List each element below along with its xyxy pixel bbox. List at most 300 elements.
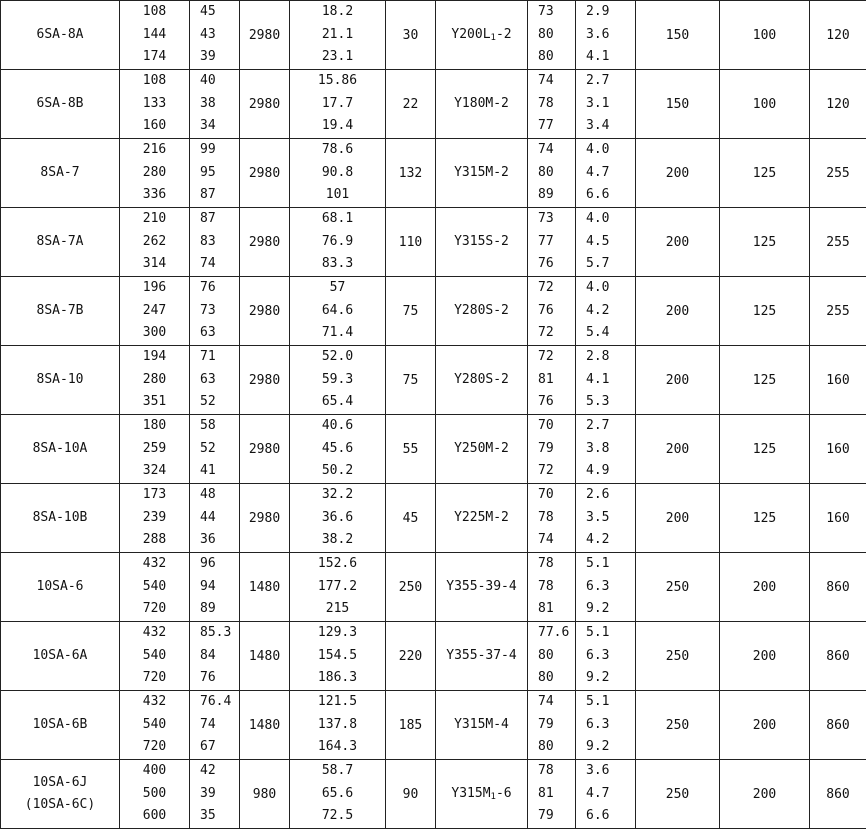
- flow-value: 432: [142, 694, 167, 710]
- flow-cell: [120, 691, 190, 760]
- inlet-diameter-cell: 200: [636, 346, 720, 415]
- npsh-value: 5.3: [586, 394, 610, 410]
- npsh-value: 9.2: [586, 739, 610, 755]
- efficiency-value: 80: [538, 164, 554, 180]
- shaft-power-value: 129.3: [317, 625, 358, 641]
- motor-model-suffix: -6: [495, 786, 512, 801]
- model-cell: [1, 346, 120, 415]
- flow-cell: [120, 70, 190, 139]
- npsh-cell: [576, 208, 636, 277]
- weight-cell: 255: [810, 208, 866, 277]
- npsh-cell: [576, 553, 636, 622]
- npsh-value: 2.7: [586, 418, 610, 434]
- shaft-power-value: 177.2: [317, 578, 358, 594]
- efficiency-value: 89: [538, 187, 554, 203]
- head-cell: [190, 208, 240, 277]
- head-value: 87: [200, 187, 216, 203]
- motor-power-cell: 30: [386, 1, 436, 70]
- npsh-cell: [576, 70, 636, 139]
- speed-cell: 2980: [240, 139, 290, 208]
- inlet-diameter-cell: 200: [636, 208, 720, 277]
- outlet-diameter-cell: 100: [720, 70, 810, 139]
- shaft-power-value: 78.6: [321, 142, 354, 158]
- inlet-diameter-cell: 250: [636, 553, 720, 622]
- outlet-diameter-cell: 125: [720, 484, 810, 553]
- speed-cell: 2980: [240, 415, 290, 484]
- shaft-power-cell: [290, 622, 386, 691]
- npsh-value: 4.9: [586, 463, 610, 479]
- npsh-value: 6.6: [586, 808, 610, 824]
- efficiency-value: 79: [538, 808, 554, 824]
- model-cell: [1, 1, 120, 70]
- speed-cell: 2980: [240, 208, 290, 277]
- efficiency-value: 72: [538, 325, 554, 341]
- table-row: [1, 346, 866, 415]
- efficiency-value: 78: [538, 556, 554, 572]
- shaft-power-value: 186.3: [317, 670, 358, 686]
- efficiency-cell: [528, 139, 576, 208]
- head-value: 40: [200, 73, 216, 89]
- motor-model-cell: [436, 70, 528, 139]
- flow-value: 720: [142, 670, 167, 686]
- shaft-power-cell: [290, 346, 386, 415]
- efficiency-value: 80: [538, 49, 554, 65]
- efficiency-cell: [528, 484, 576, 553]
- motor-model-cell: [436, 691, 528, 760]
- flow-value: 160: [142, 118, 167, 134]
- weight-cell: 120: [810, 1, 866, 70]
- shaft-power-value: 18.2: [321, 4, 354, 20]
- shaft-power-value: 21.1: [321, 26, 354, 42]
- flow-value: 180: [142, 418, 167, 434]
- weight-cell: 860: [810, 553, 866, 622]
- flow-cell: [120, 346, 190, 415]
- head-value: 83: [200, 233, 216, 249]
- motor-model-text: Y355-37-4: [446, 648, 517, 663]
- efficiency-cell: [528, 691, 576, 760]
- model-text: 8SA-10: [36, 372, 84, 387]
- motor-model-subscript: 1: [490, 33, 496, 43]
- npsh-cell: [576, 691, 636, 760]
- model-cell: [1, 277, 120, 346]
- inlet-diameter-cell: 250: [636, 691, 720, 760]
- efficiency-value: 72: [538, 349, 554, 365]
- shaft-power-value: 17.7: [321, 95, 354, 111]
- flow-value: 196: [142, 280, 167, 296]
- table-row: [1, 691, 866, 760]
- shaft-power-cell: [290, 484, 386, 553]
- flow-value: 194: [142, 349, 167, 365]
- efficiency-value: 81: [538, 785, 554, 801]
- motor-model-text: Y315M: [451, 786, 491, 801]
- npsh-value: 3.6: [586, 26, 610, 42]
- efficiency-cell: [528, 760, 576, 829]
- npsh-cell: [576, 484, 636, 553]
- table-row: [1, 760, 866, 829]
- shaft-power-value: 68.1: [321, 211, 354, 227]
- flow-value: 324: [142, 463, 167, 479]
- shaft-power-value: 71.4: [321, 325, 354, 341]
- efficiency-value: 70: [538, 418, 554, 434]
- efficiency-value: 73: [538, 211, 554, 227]
- weight-cell: 160: [810, 484, 866, 553]
- shaft-power-value: 45.6: [321, 440, 354, 456]
- efficiency-value: 70: [538, 487, 554, 503]
- motor-power-cell: 55: [386, 415, 436, 484]
- shaft-power-cell: [290, 139, 386, 208]
- head-cell: [190, 484, 240, 553]
- model-text: 8SA-7B: [36, 303, 84, 318]
- flow-cell: [120, 622, 190, 691]
- efficiency-cell: [528, 208, 576, 277]
- head-value: 63: [200, 371, 216, 387]
- motor-model-text: Y280S-2: [454, 303, 509, 318]
- weight-cell: 255: [810, 139, 866, 208]
- table-row: [1, 415, 866, 484]
- speed-cell: 1480: [240, 691, 290, 760]
- speed-cell: 980: [240, 760, 290, 829]
- flow-value: 133: [142, 95, 167, 111]
- motor-model-cell: [436, 208, 528, 277]
- shaft-power-value: 15.86: [317, 73, 358, 89]
- inlet-diameter-cell: 200: [636, 139, 720, 208]
- efficiency-value: 81: [538, 371, 554, 387]
- flow-value: 351: [142, 394, 167, 410]
- npsh-value: 2.9: [586, 4, 610, 20]
- flow-value: 314: [142, 256, 167, 272]
- outlet-diameter-cell: 200: [720, 691, 810, 760]
- flow-value: 400: [142, 763, 167, 779]
- head-cell: [190, 622, 240, 691]
- head-value: 42: [200, 763, 216, 779]
- head-value: 71: [200, 349, 216, 365]
- speed-cell: 1480: [240, 622, 290, 691]
- model-cell: [1, 70, 120, 139]
- motor-model-text: Y200L: [451, 27, 491, 42]
- head-value: 34: [200, 118, 216, 134]
- weight-cell: 255: [810, 277, 866, 346]
- flow-value: 288: [142, 532, 167, 548]
- npsh-value: 4.7: [586, 785, 610, 801]
- head-value: 35: [200, 808, 216, 824]
- motor-model-text: Y315M-2: [454, 165, 509, 180]
- npsh-value: 2.7: [586, 73, 610, 89]
- model-cell: [1, 415, 120, 484]
- flow-value: 336: [142, 187, 167, 203]
- model-cell: [1, 208, 120, 277]
- flow-value: 540: [142, 647, 167, 663]
- head-value: 58: [200, 418, 216, 434]
- efficiency-value: 76: [538, 302, 554, 318]
- efficiency-value: 78: [538, 509, 554, 525]
- npsh-value: 4.1: [586, 371, 610, 387]
- flow-value: 108: [142, 73, 167, 89]
- motor-model-text: Y315S-2: [454, 234, 509, 249]
- shaft-power-value: 59.3: [321, 371, 354, 387]
- motor-model-cell: [436, 1, 528, 70]
- head-value: 36: [200, 532, 216, 548]
- inlet-diameter-cell: 200: [636, 415, 720, 484]
- shaft-power-value: 58.7: [321, 763, 354, 779]
- head-cell: [190, 346, 240, 415]
- head-cell: [190, 415, 240, 484]
- shaft-power-value: 137.8: [317, 716, 358, 732]
- motor-power-cell: 75: [386, 346, 436, 415]
- shaft-power-value: 38.2: [321, 532, 354, 548]
- motor-power-cell: 45: [386, 484, 436, 553]
- table-row: [1, 622, 866, 691]
- motor-power-cell: 22: [386, 70, 436, 139]
- npsh-value: 2.8: [586, 349, 610, 365]
- npsh-value: 6.3: [586, 578, 610, 594]
- speed-cell: 2980: [240, 1, 290, 70]
- outlet-diameter-cell: 200: [720, 622, 810, 691]
- npsh-value: 6.6: [586, 187, 610, 203]
- weight-cell: 160: [810, 415, 866, 484]
- shaft-power-cell: [290, 553, 386, 622]
- shaft-power-value: 215: [325, 601, 350, 617]
- flow-value: 259: [142, 440, 167, 456]
- efficiency-cell: [528, 277, 576, 346]
- flow-value: 300: [142, 325, 167, 341]
- head-value: 44: [200, 509, 216, 525]
- outlet-diameter-cell: 125: [720, 415, 810, 484]
- efficiency-value: 80: [538, 647, 554, 663]
- shaft-power-cell: [290, 415, 386, 484]
- model-cell: [1, 760, 120, 829]
- shaft-power-value: 164.3: [317, 739, 358, 755]
- inlet-diameter-cell: 200: [636, 484, 720, 553]
- model-cell: [1, 484, 120, 553]
- model-cell: [1, 622, 120, 691]
- npsh-value: 2.6: [586, 487, 610, 503]
- head-value: 96: [200, 556, 216, 572]
- shaft-power-cell: [290, 70, 386, 139]
- shaft-power-value: 57: [329, 280, 346, 296]
- flow-value: 262: [142, 233, 167, 249]
- motor-model-text: Y225M-2: [454, 510, 509, 525]
- head-cell: [190, 277, 240, 346]
- motor-model-cell: [436, 622, 528, 691]
- shaft-power-value: 76.9: [321, 233, 354, 249]
- model-text: 10SA-6A: [32, 648, 88, 663]
- inlet-diameter-cell: 150: [636, 70, 720, 139]
- head-cell: [190, 70, 240, 139]
- outlet-diameter-cell: 200: [720, 760, 810, 829]
- shaft-power-value: 65.4: [321, 394, 354, 410]
- inlet-diameter-cell: 200: [636, 277, 720, 346]
- npsh-value: 3.8: [586, 440, 610, 456]
- head-value: 74: [200, 256, 216, 272]
- flow-value: 432: [142, 625, 167, 641]
- outlet-diameter-cell: 200: [720, 553, 810, 622]
- head-cell: [190, 139, 240, 208]
- outlet-diameter-cell: 125: [720, 208, 810, 277]
- efficiency-cell: [528, 622, 576, 691]
- head-value: 87: [200, 211, 216, 227]
- head-cell: [190, 760, 240, 829]
- efficiency-value: 77: [538, 233, 554, 249]
- table-row: [1, 1, 866, 70]
- head-value: 38: [200, 95, 216, 111]
- shaft-power-value: 101: [325, 187, 350, 203]
- npsh-cell: [576, 346, 636, 415]
- head-value: 73: [200, 302, 216, 318]
- inlet-diameter-cell: 250: [636, 622, 720, 691]
- motor-model-text: Y280S-2: [454, 372, 509, 387]
- head-value: 43: [200, 26, 216, 42]
- efficiency-value: 78: [538, 95, 554, 111]
- outlet-diameter-cell: 125: [720, 139, 810, 208]
- inlet-diameter-cell: 250: [636, 760, 720, 829]
- npsh-cell: [576, 415, 636, 484]
- flow-value: 432: [142, 556, 167, 572]
- head-cell: [190, 1, 240, 70]
- flow-value: 280: [142, 164, 167, 180]
- npsh-value: 4.0: [586, 142, 610, 158]
- motor-model-cell: [436, 484, 528, 553]
- head-cell: [190, 691, 240, 760]
- efficiency-cell: [528, 346, 576, 415]
- shaft-power-value: 72.5: [321, 808, 354, 824]
- table-row: [1, 553, 866, 622]
- motor-power-cell: 185: [386, 691, 436, 760]
- table-row: [1, 208, 866, 277]
- head-value: 89: [200, 601, 216, 617]
- head-value: 48: [200, 487, 216, 503]
- weight-cell: 860: [810, 622, 866, 691]
- model-text: (10SA-6C): [24, 797, 96, 812]
- shaft-power-value: 90.8: [321, 164, 354, 180]
- flow-value: 210: [142, 211, 167, 227]
- shaft-power-cell: [290, 691, 386, 760]
- flow-value: 540: [142, 578, 167, 594]
- model-text: 10SA-6B: [32, 717, 88, 732]
- npsh-cell: [576, 277, 636, 346]
- npsh-value: 4.2: [586, 532, 610, 548]
- head-value: 39: [200, 785, 216, 801]
- weight-cell: 120: [810, 70, 866, 139]
- flow-cell: [120, 277, 190, 346]
- shaft-power-cell: [290, 208, 386, 277]
- head-value: 76: [200, 280, 216, 296]
- outlet-diameter-cell: 125: [720, 277, 810, 346]
- motor-power-cell: 75: [386, 277, 436, 346]
- shaft-power-cell: [290, 1, 386, 70]
- efficiency-value: 80: [538, 739, 554, 755]
- shaft-power-value: 64.6: [321, 302, 354, 318]
- shaft-power-value: 52.0: [321, 349, 354, 365]
- table-row: [1, 70, 866, 139]
- head-value: 52: [200, 394, 216, 410]
- npsh-value: 4.0: [586, 211, 610, 227]
- motor-model-cell: [436, 277, 528, 346]
- npsh-value: 3.6: [586, 763, 610, 779]
- model-cell: [1, 553, 120, 622]
- model-text: 8SA-10A: [32, 441, 88, 456]
- efficiency-value: 74: [538, 73, 554, 89]
- efficiency-value: 73: [538, 4, 554, 20]
- flow-value: 280: [142, 371, 167, 387]
- motor-model-text: Y250M-2: [454, 441, 509, 456]
- motor-model-cell: [436, 346, 528, 415]
- head-value: 39: [200, 49, 216, 65]
- flow-value: 239: [142, 509, 167, 525]
- shaft-power-value: 121.5: [317, 694, 358, 710]
- flow-cell: [120, 760, 190, 829]
- weight-cell: 860: [810, 760, 866, 829]
- flow-value: 600: [142, 808, 167, 824]
- head-value: 99: [200, 142, 216, 158]
- table-body: [1, 1, 866, 829]
- motor-model-suffix: -2: [495, 27, 512, 42]
- shaft-power-value: 152.6: [317, 556, 358, 572]
- head-value: 85.3: [200, 625, 232, 641]
- model-cell: [1, 691, 120, 760]
- flow-value: 500: [142, 785, 167, 801]
- npsh-value: 9.2: [586, 601, 610, 617]
- npsh-cell: [576, 760, 636, 829]
- outlet-diameter-cell: 100: [720, 1, 810, 70]
- speed-cell: 2980: [240, 277, 290, 346]
- flow-value: 173: [142, 487, 167, 503]
- npsh-cell: [576, 1, 636, 70]
- head-value: 74: [200, 716, 216, 732]
- efficiency-cell: [528, 415, 576, 484]
- head-value: 84: [200, 647, 216, 663]
- motor-power-cell: 220: [386, 622, 436, 691]
- table-row: [1, 277, 866, 346]
- efficiency-value: 72: [538, 463, 554, 479]
- head-value: 67: [200, 739, 216, 755]
- flow-cell: [120, 484, 190, 553]
- npsh-value: 5.4: [586, 325, 610, 341]
- efficiency-value: 77.6: [538, 625, 570, 641]
- table-row: [1, 139, 866, 208]
- model-text: 10SA-6J: [32, 775, 88, 790]
- npsh-cell: [576, 139, 636, 208]
- npsh-value: 3.1: [586, 95, 610, 111]
- efficiency-cell: [528, 553, 576, 622]
- flow-value: 216: [142, 142, 167, 158]
- efficiency-value: 77: [538, 118, 554, 134]
- efficiency-value: 76: [538, 394, 554, 410]
- motor-power-cell: 110: [386, 208, 436, 277]
- npsh-value: 5.1: [586, 694, 610, 710]
- npsh-value: 3.4: [586, 118, 610, 134]
- speed-cell: 2980: [240, 70, 290, 139]
- speed-cell: 1480: [240, 553, 290, 622]
- model-text: 8SA-10B: [32, 510, 88, 525]
- efficiency-value: 74: [538, 142, 554, 158]
- shaft-power-cell: [290, 277, 386, 346]
- efficiency-value: 81: [538, 601, 554, 617]
- efficiency-value: 80: [538, 670, 554, 686]
- motor-model-text: Y180M-2: [454, 96, 509, 111]
- head-value: 52: [200, 440, 216, 456]
- flow-cell: [120, 208, 190, 277]
- efficiency-value: 78: [538, 763, 554, 779]
- shaft-power-value: 23.1: [321, 49, 354, 65]
- efficiency-value: 74: [538, 532, 554, 548]
- motor-model-cell: [436, 760, 528, 829]
- head-value: 45: [200, 4, 216, 20]
- shaft-power-value: 154.5: [317, 647, 358, 663]
- flow-cell: [120, 139, 190, 208]
- efficiency-value: 72: [538, 280, 554, 296]
- efficiency-cell: [528, 1, 576, 70]
- efficiency-value: 79: [538, 716, 554, 732]
